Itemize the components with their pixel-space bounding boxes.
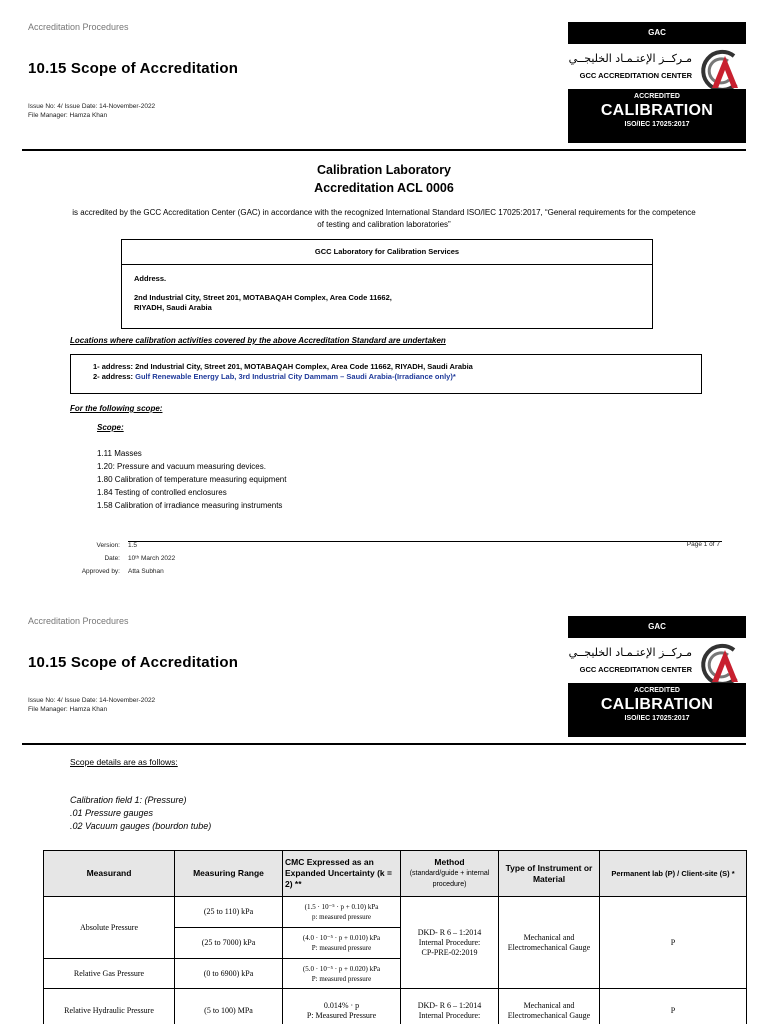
gac-bar: GAC	[568, 616, 746, 638]
acl-title: Accreditation ACL 0006	[314, 181, 454, 195]
cmc-formula: (4.0 · 10⁻⁵ · p + 0.010) kPa	[302, 934, 381, 942]
abs-range-2: (25 to 7000) kPa	[175, 928, 283, 959]
field-item: .01 Pressure gauges	[70, 808, 154, 818]
date-value: 10ᵗʰ March 2022	[128, 555, 176, 562]
document-title: 10.15 Scope of Accreditation	[28, 60, 239, 77]
cmc-note: P: Measured Pressure	[306, 1010, 377, 1020]
table-row	[44, 989, 747, 1024]
lab-info-box	[121, 239, 653, 329]
location-2	[93, 372, 701, 382]
table-header-row	[44, 851, 747, 897]
document-page-2	[0, 594, 768, 1024]
calibration-field	[70, 794, 211, 833]
header-measurand: Measurand	[44, 851, 175, 897]
address-label: Address.	[134, 274, 167, 283]
method-procedure-label: Internal Procedure:	[418, 937, 481, 947]
scope-item: 1.11 Masses	[97, 449, 142, 458]
location-1: 1- address: 2nd Industrial City, Street 201, MOTABAQAH Complex, Area Code 11662, RIYADH, Saudi Arabia	[93, 362, 473, 371]
gcc-english-name: GCC ACCREDITATION CENTER	[579, 71, 692, 80]
acl-number: No. ACL 0006	[634, 731, 680, 738]
method-1	[401, 897, 499, 989]
iso-label: ISO/IEC 17025:2017	[624, 715, 690, 722]
scope-details-label: Scope details are as follows:	[70, 757, 178, 767]
calibration-badge	[568, 683, 746, 737]
location-2-prefix: 2- address:	[93, 372, 136, 381]
calibration-label: CALIBRATION	[600, 102, 714, 119]
field-item: .02 Vacuum gauges (bourdon tube)	[70, 821, 212, 831]
gas-measurand: Relative Gas Pressure	[44, 959, 175, 989]
header-method-sub: (standard/guide + internal procedure)	[409, 870, 490, 888]
for-scope-label: For the following scope:	[70, 404, 163, 413]
page-number: Page 1 of 7	[686, 541, 720, 548]
scope-item: 1.20: Pressure and vacuum measuring devices.	[97, 462, 266, 471]
address-line-2: RIYADH, Saudi Arabia	[134, 303, 212, 312]
abs-range-1: (25 to 110) kPa	[175, 897, 283, 928]
section-label: Accreditation Procedures	[28, 22, 129, 32]
address-line-1: 2nd Industrial City, Street 201, MOTABAQAH Complex, Area Code 11662,	[134, 292, 392, 302]
calibration-label: CALIBRATION	[600, 696, 714, 713]
hyd-cmc	[283, 989, 401, 1024]
scope-item: 1.58 Calibration of irradiance measuring instruments	[97, 501, 283, 510]
gac-bar: GAC	[568, 22, 746, 44]
cmc-table	[43, 850, 747, 1024]
header-type: Type of Instrument or Material	[499, 851, 600, 897]
issue-info	[28, 103, 155, 120]
header-divider	[22, 743, 746, 745]
approved-value: Atta Subhan	[128, 568, 164, 575]
cmc-formula: 0.014% · p	[323, 1000, 360, 1010]
lab-2: P	[600, 989, 747, 1024]
locations-title: Locations where calibration activities covered by the above Accreditation Standard are undertaken	[70, 336, 446, 345]
hyd-range: (5 to 100) MPa	[175, 989, 283, 1024]
footer-divider	[128, 541, 722, 542]
location-2-text: Gulf Renewable Energy Lab, 3rd Industrial City Dammam – Saudi Arabia-(Irradiance only)*	[135, 372, 456, 381]
gas-cmc	[283, 959, 401, 989]
method-procedure-code: CP-PRE-02:2019	[421, 947, 478, 957]
cmc-note: P: measured pressure	[311, 974, 372, 983]
version-label: Version:	[96, 542, 120, 549]
header-cmc: CMC Expressed as an Expanded Uncertainty (k = 2) **	[283, 851, 401, 897]
lab-title: Calibration Laboratory	[316, 163, 452, 177]
abs-measurand: Absolute Pressure	[44, 897, 175, 959]
type-2: Mechanical and Electromechanical Gauge	[499, 989, 600, 1024]
issue-line: Issue No: 4/ Issue Date: 14-November-2022	[28, 697, 156, 704]
accreditation-description: is accredited by the GCC Accreditation Center (GAC) in accordance with the recognized International Standard ISO/IEC 17025:2017, “General requirements for the competence of testing and calibration laboratories”	[72, 208, 696, 229]
gas-range: (0 to 6900) kPa	[175, 959, 283, 989]
file-manager: File Manager: Hamza Khan	[28, 705, 108, 713]
table-row	[44, 897, 747, 928]
field-title: Calibration field 1: (Pressure)	[70, 795, 187, 805]
abs-cmc-1	[283, 897, 401, 928]
scope-list	[97, 447, 286, 512]
gcc-arabic-name: مـركــز الإعتـمـاد الخليجــي	[568, 52, 692, 65]
version-value: 1.5	[128, 542, 138, 549]
issue-line: Issue No: 4/ Issue Date: 14-November-2022	[28, 103, 156, 110]
header-method	[401, 851, 499, 897]
scope-item: 1.80 Calibration of temperature measuring equipment	[97, 475, 287, 484]
section-label: Accreditation Procedures	[28, 616, 129, 626]
scope-label: Scope:	[97, 423, 124, 432]
calibration-badge	[568, 89, 746, 143]
file-manager: File Manager: Hamza Khan	[28, 111, 108, 119]
method-procedure-label: Internal Procedure:	[418, 1010, 481, 1020]
header-range: Measuring Range	[175, 851, 283, 897]
approved-label: Approved by:	[81, 568, 120, 575]
accredited-label: ACCREDITED	[634, 93, 680, 100]
type-1: Mechanical and Electromechanical Gauge	[499, 897, 600, 989]
locations-box	[70, 354, 702, 394]
abs-cmc-2	[283, 928, 401, 959]
cmc-note: P: measured pressure	[311, 944, 372, 952]
gcc-english-name: GCC ACCREDITATION CENTER	[579, 665, 692, 674]
method-standard: DKD- R 6 – 1:2014	[417, 927, 482, 937]
header-divider	[22, 149, 746, 151]
lab-address	[122, 265, 652, 323]
lab-name: GCC Laboratory for Calibration Services	[122, 240, 652, 265]
accredited-label: ACCREDITED	[634, 687, 680, 694]
method-standard: DKD- R 6 – 1:2014	[417, 1000, 482, 1010]
cmc-formula: (5.0 · 10⁻⁵ · p + 0.020) kPa	[302, 964, 381, 973]
method-2	[401, 989, 499, 1024]
cmc-note: p: measured pressure	[311, 913, 372, 921]
cmc-formula: (1.5 · 10⁻⁵ · p + 0.10) kPa	[304, 903, 379, 911]
hyd-measurand: Relative Hydraulic Pressure	[44, 989, 175, 1024]
issue-info	[28, 697, 155, 714]
date-label: Date:	[104, 555, 120, 562]
gcc-arabic-name: مـركــز الإعتـمـاد الخليجــي	[568, 646, 692, 659]
header-lab: Permanent lab (P) / Client-site (S) *	[600, 851, 747, 897]
footer-values	[128, 539, 175, 578]
iso-label: ISO/IEC 17025:2017	[624, 121, 690, 128]
lab-1: P	[600, 897, 747, 989]
acl-number: No. ACL 0006	[634, 137, 680, 144]
header-method-title: Method	[434, 857, 465, 867]
scope-item: 1.84 Testing of controlled enclosures	[97, 488, 227, 497]
document-title: 10.15 Scope of Accreditation	[28, 654, 239, 671]
footer-labels	[50, 539, 120, 578]
